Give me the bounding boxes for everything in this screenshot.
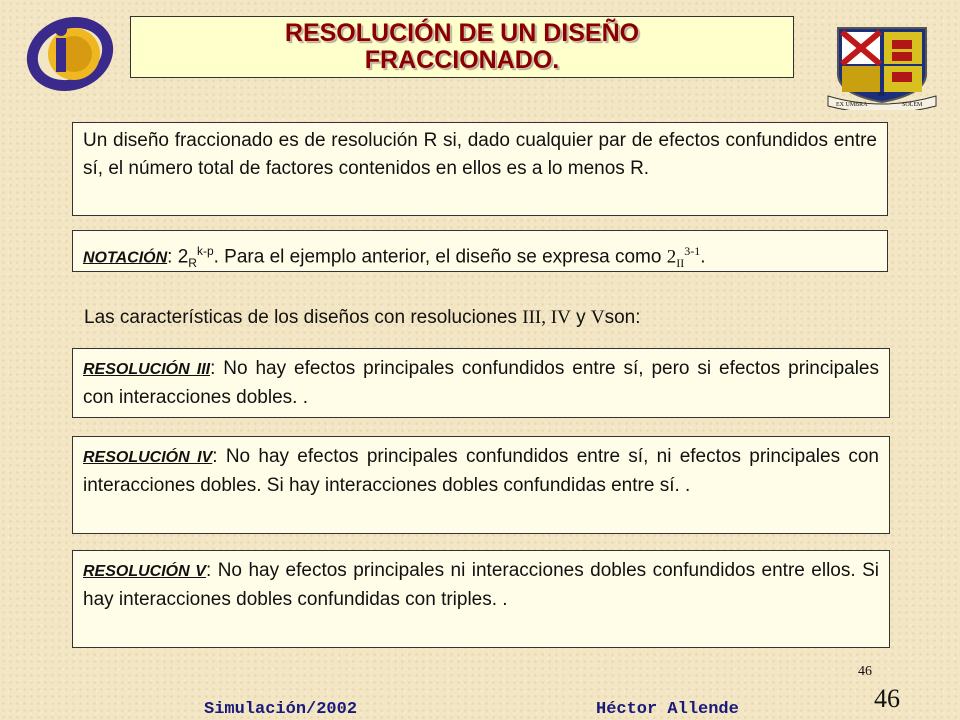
resolution-iii-text: : No hay efectos principales confundidos entre sí, pero si efectos principales con interacciones dobles. . [83,358,879,408]
resolution-v-label: RESOLUCIÓN V [83,563,206,580]
resolution-iii-label: RESOLUCIÓN III [83,361,211,378]
intro-v: V [590,307,605,328]
notation-example-subscript: II [676,256,685,271]
resolution-iv-label: RESOLUCIÓN IV [83,449,213,466]
notation-text: . Para el ejemplo anterior, el diseño se expresa como [213,246,667,268]
resolutions-intro [84,304,641,332]
slide-title-line-1: RESOLUCIÓN DE UN DISEÑO [284,19,640,47]
resolution-v-box [72,550,890,648]
footer-right: Héctor Allende [596,700,739,719]
page-number: 46 [874,684,900,713]
page-number-small: 46 [858,664,872,679]
crest-motto-mid: IN [878,92,885,98]
notation-subscript: R [188,256,197,271]
university-crest-icon [826,24,938,110]
notation-box [72,230,888,272]
notation-example-base: 2 [666,246,677,268]
definition-text: Un diseño fraccionado es de resolución R si, dado cualquier par de efectos confundidos entre sí, el número total de factores contenidos en ellos es a lo menos R. [83,130,877,179]
slide-title-line-2: FRACCIONADO. [364,46,560,74]
resolution-iv-text: : No hay efectos principales confundidos entre sí, ni efectos principales con interacciones dobles. Si hay interacciones dobles confundidas entre sí. . [83,446,879,496]
resolution-iv-box [72,436,890,534]
notation-end: . [700,246,706,268]
intro-pre: Las características de los diseños con resoluciones [84,307,523,328]
crest-motto-right: SOLEM [902,102,923,108]
notation-example-superscript: 3-1 [684,244,701,258]
notation-label: NOTACIÓN [83,249,168,267]
definition-box [72,122,888,216]
slide-title-box [130,16,794,78]
university-logo-icon [18,8,118,96]
notation-colon: : [167,246,178,268]
notation-superscript: k-p [196,244,214,258]
resolution-iii-box [72,348,890,418]
crest-motto-left: EX UMBRA [836,102,868,108]
intro-post: son: [604,307,641,328]
notation-base: 2 [177,246,189,268]
intro-mid: y [570,307,591,328]
footer-left: Simulación/2002 [204,700,358,719]
resolution-v-text: : No hay efectos principales ni interacciones dobles confundidos entre ellos. Si hay interacciones dobles confundidas con triples. . [83,560,879,610]
intro-roman: III, IV [522,307,571,328]
